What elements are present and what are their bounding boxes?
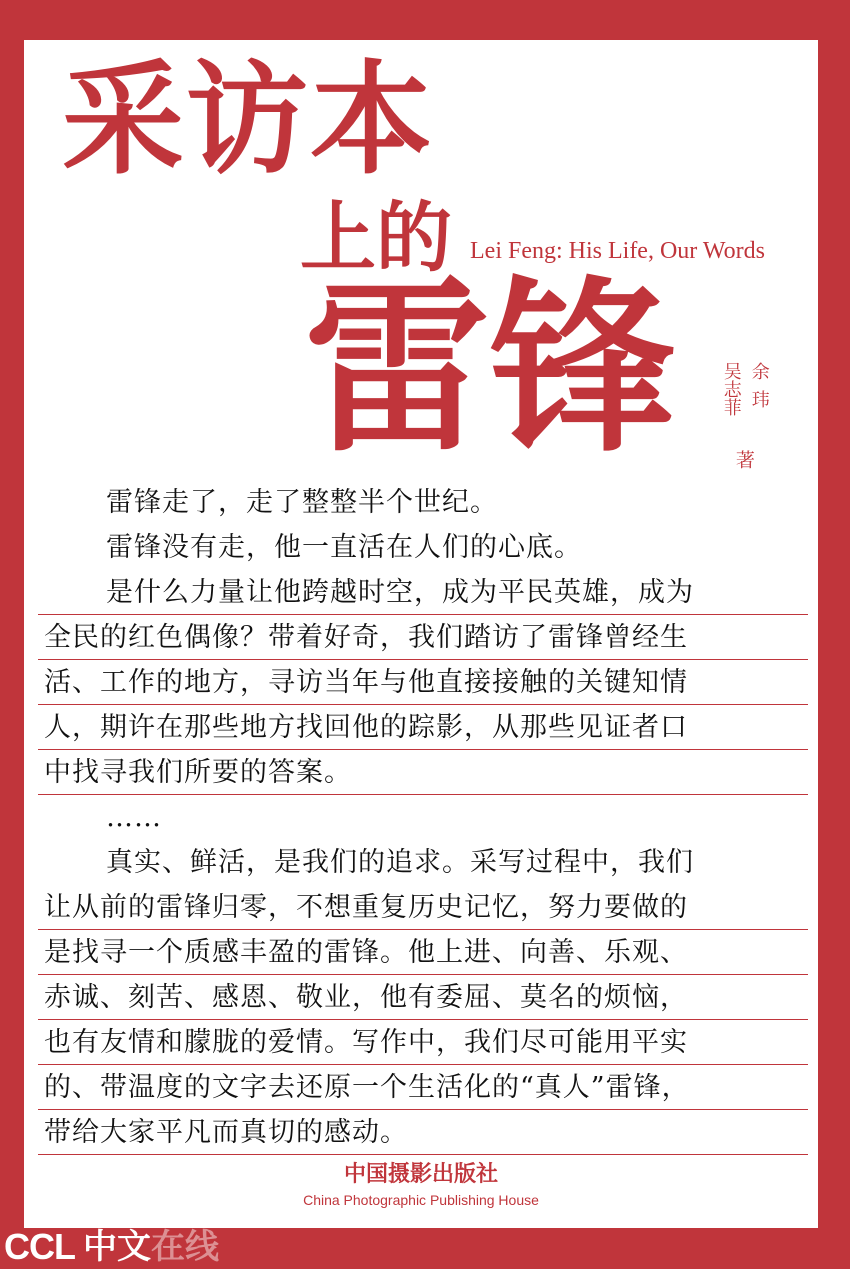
blurb-line: 是什么力量让他跨越时空，成为平民英雄，成为 <box>38 570 808 615</box>
blurb-line: 也有友情和朦胧的爱情。写作中，我们尽可能用平实 <box>38 1020 808 1065</box>
title-main: 采访本 <box>62 47 434 191</box>
author-role: 著 <box>732 450 755 469</box>
author-1: 余玮 <box>748 362 770 418</box>
blurb-line: 真实、鲜活，是我们的追求。采写过程中，我们 <box>106 847 694 878</box>
blurb-line: 中找寻我们所要的答案。 <box>38 750 808 795</box>
book-cover <box>24 40 818 1228</box>
publisher <box>24 1162 818 1208</box>
blurb-line: 的、带温度的文字去还原一个生活化的“真人”雷锋， <box>38 1065 808 1110</box>
blurb-line: 是找寻一个质感丰盈的雷锋。他上进、向善、乐观、 <box>38 930 808 975</box>
watermark-logo: CCL <box>4 1226 75 1267</box>
blurb-ellipsis: …… <box>106 802 162 833</box>
site-watermark <box>0 1225 300 1269</box>
cover-blurb <box>38 480 808 1155</box>
title-middle: 上的 <box>300 193 452 282</box>
blurb-line: 活、工作的地方，寻访当年与他直接接触的关键知情 <box>38 660 808 705</box>
blurb-line: 带给大家平凡而真切的感动。 <box>38 1110 808 1155</box>
blurb-line: 赤诚、刻苦、感恩、敬业，他有委屈、莫名的烦恼， <box>38 975 808 1020</box>
watermark-text-2: 在线 <box>151 1227 219 1267</box>
watermark-text: 中文 <box>83 1227 151 1267</box>
publisher-name-cn: 中国摄影出版社 <box>343 1162 498 1187</box>
blurb-line: 让从前的雷锋归零，不想重复历史记忆，努力要做的 <box>38 885 808 930</box>
author-2: 吴志菲 <box>720 362 742 416</box>
publisher-name-en: China Photographic Publishing House <box>303 1192 539 1209</box>
title-name: 雷锋 <box>304 258 677 477</box>
blurb-line: 人，期许在那些地方找回他的踪影，从那些见证者口 <box>38 705 808 750</box>
blurb-line: 全民的红色偶像？带着好奇，我们踏访了雷锋曾经生 <box>38 615 808 660</box>
blurb-line: 雷锋没有走，他一直活在人们的心底。 <box>106 532 582 563</box>
english-title: Lei Feng: His Life, Our Words <box>470 238 765 264</box>
blurb-line: 雷锋走了，走了整整半个世纪。 <box>106 487 498 518</box>
